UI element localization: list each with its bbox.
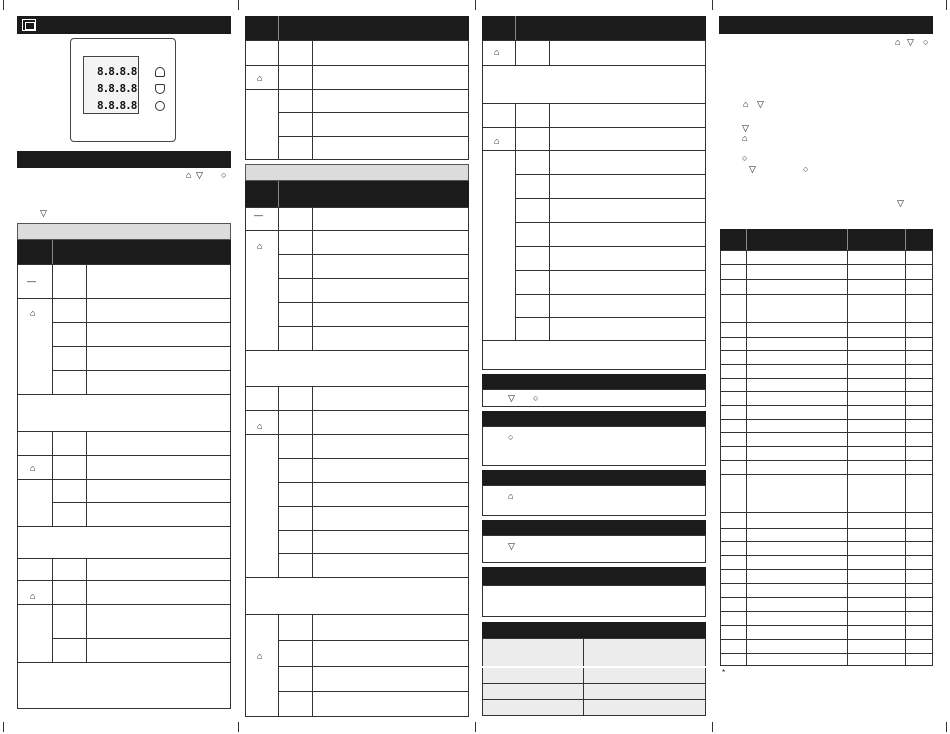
panel1-section-bar (17, 151, 231, 168)
panel3-bar-6 (482, 622, 706, 638)
meter-up-key[interactable] (155, 67, 165, 77)
panel3-bar-2 (482, 411, 706, 426)
panel1-table-header (17, 240, 231, 264)
table-row-divider (720, 639, 933, 640)
lcd-row-2: 8.8.8.8 (97, 82, 137, 95)
table-row-divider (720, 264, 933, 265)
panel3-box-5 (482, 585, 706, 617)
table-row-divider (720, 611, 933, 612)
up-key-icon: ⌂ (257, 421, 263, 431)
lcd-row-3: 8.8.8.8 (97, 99, 137, 112)
panel2-table-b-header (245, 181, 469, 207)
table-row-divider (720, 294, 933, 295)
down-key-icon: ▽ (749, 164, 756, 174)
table-row-divider (720, 432, 933, 433)
up-key-icon: ⌂ (494, 47, 500, 57)
up-key-icon: ⌂ (895, 37, 901, 47)
dash-symbol: — (27, 276, 36, 286)
table-row-divider (720, 528, 933, 529)
panel3-bar-4 (482, 520, 706, 535)
up-key-icon: ⌂ (742, 133, 748, 143)
enter-key-icon: ○ (221, 170, 227, 180)
enter-key-icon: ○ (508, 432, 514, 442)
down-key-icon: ▽ (897, 198, 904, 208)
panel3-box-4 (482, 535, 706, 563)
table-row-divider (720, 625, 933, 626)
panel3-bar-5 (482, 567, 706, 585)
down-key-icon: ▽ (742, 123, 749, 133)
up-key-icon: ⌂ (30, 308, 36, 318)
down-key-icon: ▽ (907, 37, 914, 47)
up-key-icon: ⌂ (257, 73, 263, 83)
panel3-box-2 (482, 426, 706, 466)
table-row-divider (720, 378, 933, 379)
panel1-header-bar (17, 16, 231, 34)
table-row-divider (720, 279, 933, 280)
panel3-wiring-table (482, 638, 706, 716)
table-row-divider (720, 322, 933, 323)
table-row-divider (720, 653, 933, 654)
down-key-icon: ▽ (757, 99, 764, 109)
table-row-divider (720, 337, 933, 338)
up-key-icon: ⌂ (30, 463, 36, 473)
panel2-table-header (245, 16, 469, 40)
enter-key-icon: ○ (742, 153, 748, 163)
down-key-icon: ▽ (508, 541, 515, 551)
meter-down-key[interactable] (155, 84, 165, 94)
meter-front-panel (70, 38, 176, 142)
table-row-divider (720, 419, 933, 420)
up-key-icon: ⌂ (508, 491, 514, 501)
table-row-divider (720, 597, 933, 598)
table-row-divider (720, 541, 933, 542)
panel3-box-3 (482, 485, 706, 516)
panel4-header-bar (719, 16, 933, 34)
meter-lcd (83, 56, 139, 114)
up-key-icon: ⌂ (257, 651, 263, 661)
panel4-table-header (720, 229, 933, 250)
up-key-icon: ⌂ (186, 170, 192, 180)
panel3-bar-1 (482, 374, 706, 389)
up-key-icon: ⌂ (30, 591, 36, 601)
lcd-row-1: 8.8.8.8 (97, 65, 137, 78)
table-row-divider (720, 364, 933, 365)
table-row-divider (720, 460, 933, 461)
table-row-divider (720, 555, 933, 556)
up-key-icon: ⌂ (494, 136, 500, 146)
down-key-icon: ▽ (196, 170, 203, 180)
table-row-divider (720, 474, 933, 475)
enter-key-icon: ○ (533, 393, 539, 403)
table-row-divider (720, 405, 933, 406)
table-row-divider (720, 350, 933, 351)
down-key-icon: ▽ (40, 208, 47, 218)
up-key-icon: ⌂ (743, 99, 749, 109)
panel3-box-1 (482, 389, 706, 407)
meter-enter-key[interactable] (155, 101, 165, 111)
table-row-divider (720, 512, 933, 513)
panel3-bar-3 (482, 470, 706, 485)
table-row-divider (720, 391, 933, 392)
enter-key-icon: ○ (803, 164, 809, 174)
panel1-table-title (17, 223, 231, 240)
up-key-icon: ⌂ (257, 241, 263, 251)
panel2-table-title (245, 164, 469, 181)
down-key-icon: ▽ (508, 393, 515, 403)
footnote-marker: * (722, 668, 726, 677)
panel1-table (17, 264, 231, 709)
table-row-divider (720, 583, 933, 584)
manual-icon (22, 19, 36, 31)
table-row-divider (720, 446, 933, 447)
enter-key-icon: ○ (923, 37, 929, 47)
table-row-divider (720, 569, 933, 570)
panel3-table-header (482, 16, 706, 40)
dash-symbol: — (254, 210, 263, 220)
panel4-table (720, 250, 933, 666)
